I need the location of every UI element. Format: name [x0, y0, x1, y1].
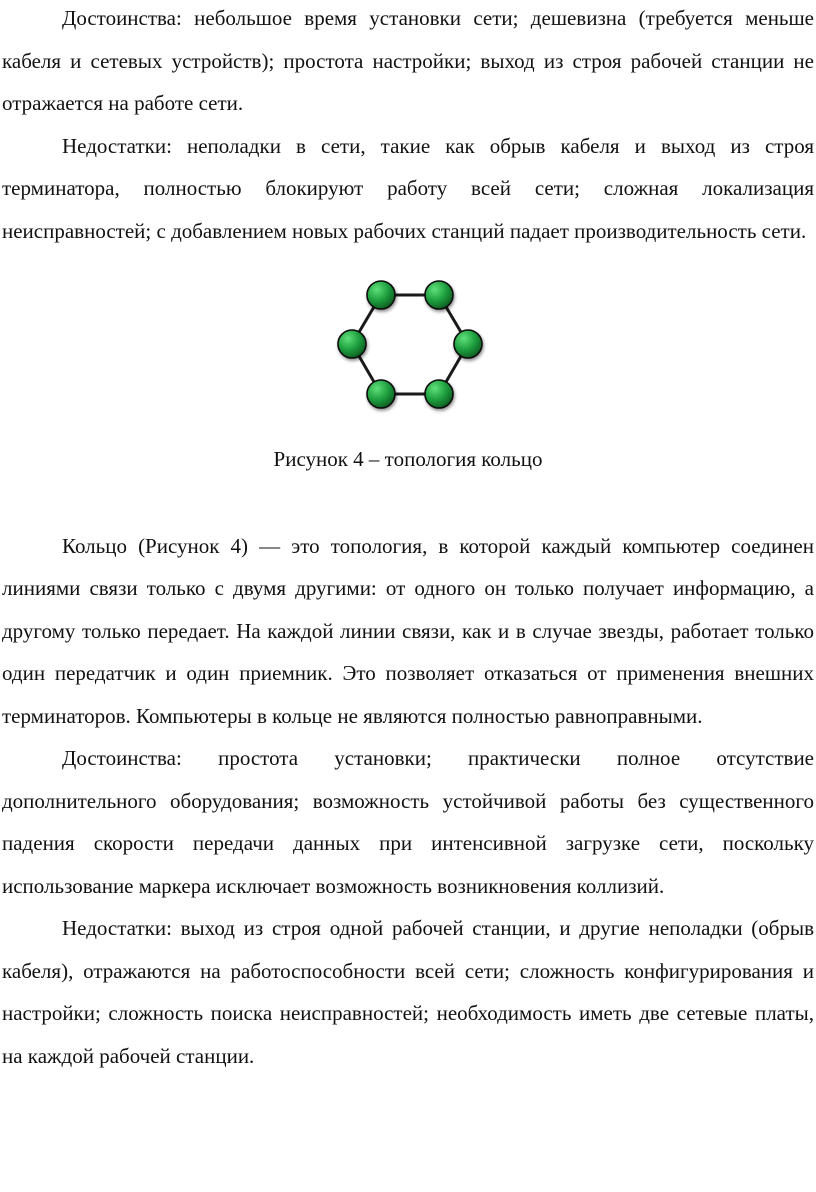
paragraph-bus-disadvantages: Недостатки: неполадки в сети, такие как обрыв кабеля и выход из строя терминатора, полностью блокируют работу всей сети; сложная локализация неисправностей; с добавлением новых рабочих станций падает производительность сети.: [2, 133, 814, 243]
node-left: [338, 330, 366, 358]
node-bottom-right: [425, 380, 453, 408]
ring-topology-figure: [2, 280, 814, 428]
node-right: [454, 330, 482, 358]
paragraph-ring-disadvantages: Недостатки: выход из строя одной рабочей станции, и другие неполадки (обрыв кабеля), отражаются на работоспособности всей сети; сложность конфигурирования и настройки; сложность поиска неисправностей; необходимость иметь две сетевые платы, на каждой рабочей станции.: [2, 916, 814, 1068]
paragraph-ring-advantages: Достоинства: простота установки; практически полное отсутствие дополнительного оборудования; возможность устойчивой работы без существенного падения скорости передачи данных при интенсивной загрузке сети, поскольку использование маркера исключает возможность возникновения коллизий.: [2, 746, 814, 898]
node-top-right: [425, 281, 453, 309]
figure-caption: Рисунок 4 – топология кольцо: [273, 447, 543, 471]
ring-topology-diagram: [332, 280, 488, 428]
paragraph-ring-description: Кольцо (Рисунок 4) — это топология, в которой каждый компьютер соединен линиями связи только с двумя другими: от одного он только получает информацию, а другому только передает. На каждой линии связи, как и в случае звезды, работает только один передатчик и один приемник. Это позволяет отказаться от применения внешних терминаторов. Компьютеры в кольце не являются полностью равноправными.: [2, 533, 814, 728]
node-top-left: [367, 281, 395, 309]
ring-links: [352, 295, 468, 394]
node-bottom-left: [367, 380, 395, 408]
ring-nodes: [338, 281, 482, 408]
paragraph-bus-advantages: Достоинства: небольшое время установки сети; дешевизна (требуется меньше кабеля и сетевых устройств); простота настройки; выход из строя рабочей станции не отражается на работе сети.: [2, 6, 814, 115]
